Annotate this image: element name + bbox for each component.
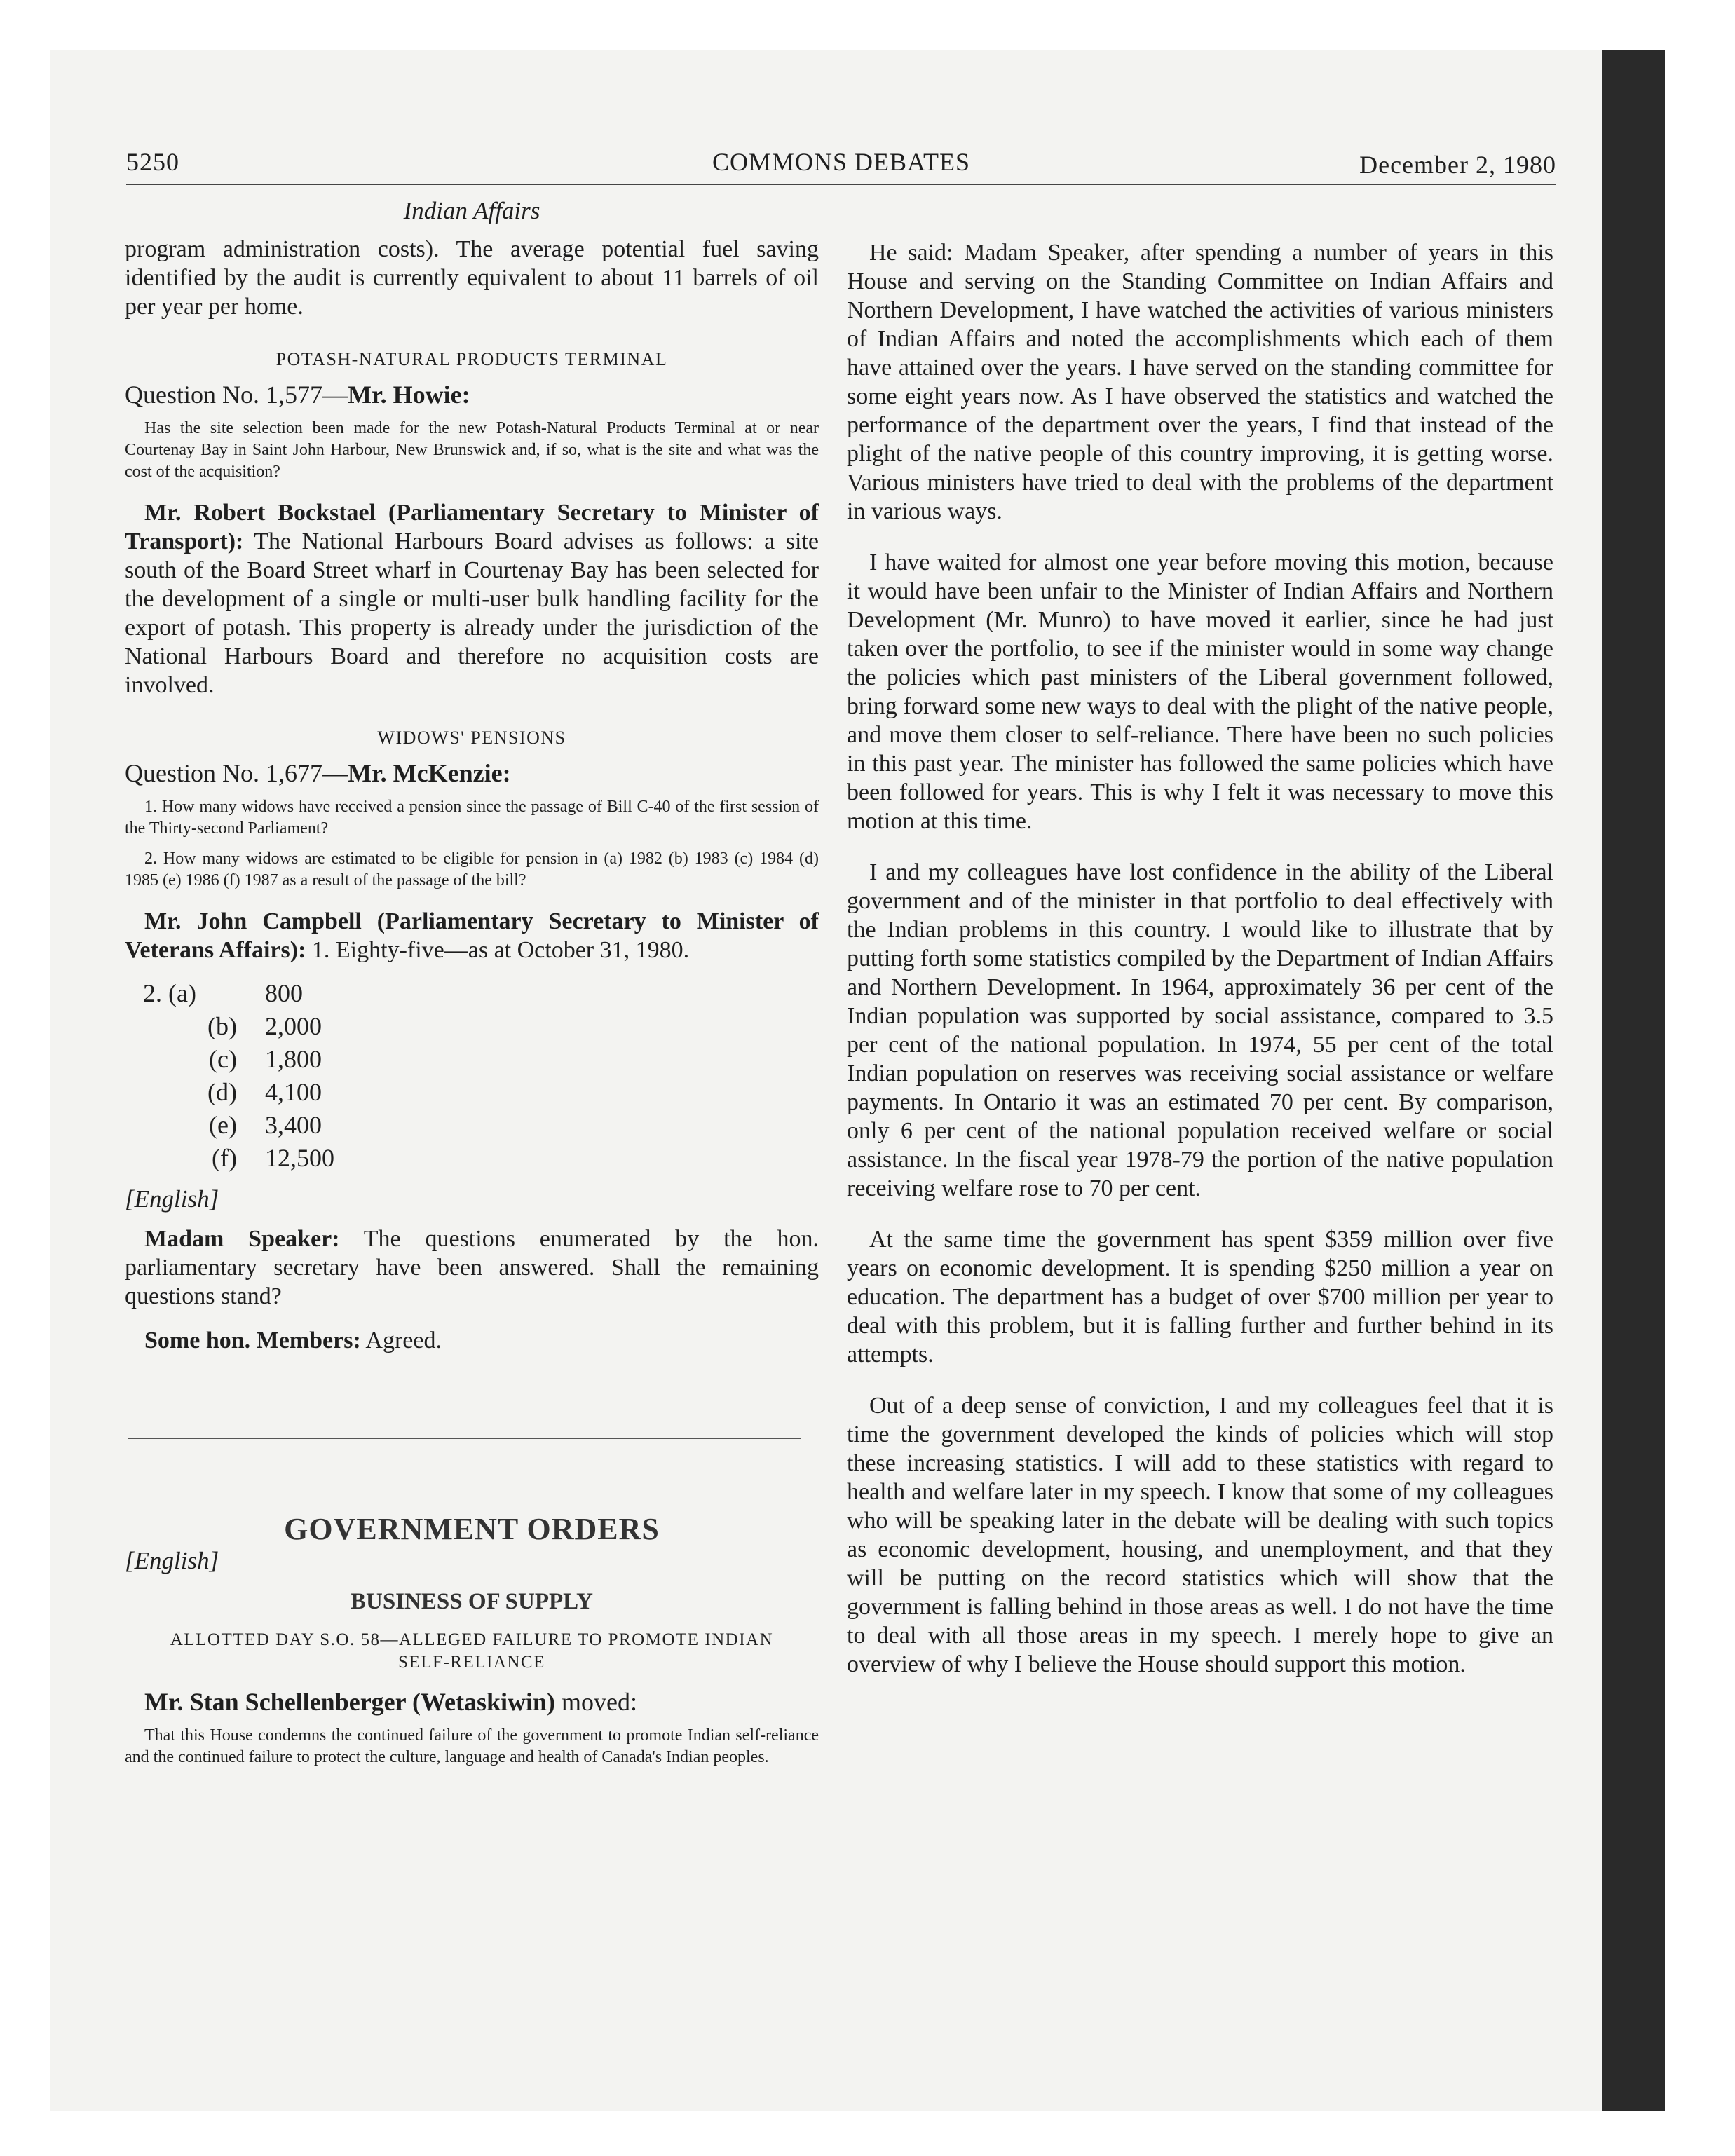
language-tag: [English] [125,1185,219,1213]
header-rule [126,184,1556,185]
publication-date: December 2, 1980 [1359,151,1556,179]
potash-answer-speaker: Mr. Robert Bockstael (Parliamentary Secretary to Minister of Transport): [125,500,819,554]
widows-question: Question No. 1,677—Mr. McKenzie: [125,759,511,787]
speech-paragraph: At the same time the government has spent $359 million over five years on economic development. It is spending $250 million a year on education. The department has a budget of over $700 million per year to deal with this problem, but it is falling further and further behind in its attempts. [847,1227,1553,1367]
page-edge-shadow [1602,50,1665,2111]
motion-mover: Mr. Stan Schellenberger (Wetaskiwin) moved: [144,1688,637,1716]
widows-question-2: 2. How many widows are estimated to be eligible for pension in (a) 1982 (b) 1983 (c) 1984 (d) 1985 (e) 1986 (f) 1987 as a result of the passage of the bill? [125,850,819,889]
widows-answer-speaker: Mr. John Campbell (Parliamentary Secretary to Minister of Veterans Affairs): [125,908,819,963]
motion-text: That this House condemns the continued failure of the government to promote Indian self-reliance and the continued failure to protect the culture, language and health of Canada's Indian peoples. [125,1726,819,1766]
page-header [126,147,1556,185]
page-number: 5250 [126,148,179,176]
speech-paragraph: Out of a deep sense of conviction, I and my colleagues feel that it is time the government developed the kinds of policies which will stop these increasing statistics. I will add to these statistics with regard to health and welfare later in my speech. I know that some of my colleagues who will be speaking later in the debate will be dealing with such topics as economic development, housing, and unemployment, and that they will be putting on the record statistics which will show that the government is falling behind in those areas as well. I do not have the time to deal with all those areas in my speech. I merely hope to give an overview of why I believe the House should support this motion. [847,1393,1553,1677]
estimate-row: (d) 4,100 [207,1078,322,1106]
speaker-remark: Madam Speaker: The questions enumerated by the hon. parliamentary secretary have been answered. Shall the remaining questions stand? [125,1226,819,1309]
speech-paragraph: He said: Madam Speaker, after spending a number of years in this House and serving on the Standing Committee on Indian Affairs and Northern Development, I have watched the activities of various ministers of Indian Affairs and noted the accomplishments which each of them have attained over the years. I have served on the standing committee for some eight years now. As I have observed the statistics and watched the performance of the department over the years, I find that instead of the plight of the native people of this country improving, it is getting worse. Various ministers have tried to deal with the problems of the department in various ways. [847,240,1553,524]
intro-paragraph: program administration costs). The average potential fuel saving identified by the audit is currently equivalent to about 11 barrels of oil per year per home. [125,236,819,320]
potash-answer: Mr. Robert Bockstael (Parliamentary Secretary to Minister of Transport): The National Harbours Board advises as follows: a site south of the Board Street wharf in Courtenay Bay has been selected for the development of a single or multi-user bulk handling facility for the export of potash. This property is already under the jurisdiction of the National Harbours Board and therefore no acquisition costs are involved. [125,500,819,698]
government-orders-heading: GOVERNMENT ORDERS [284,1512,660,1546]
estimate-row: 2. (a) 800 [143,979,303,1007]
members-remark: Some hon. Members: Agreed. [144,1328,442,1353]
potash-question: Question No. 1,577—Mr. Howie: [125,381,470,409]
language-tag: [English] [125,1547,219,1574]
estimate-row: (e) 3,400 [209,1111,322,1139]
widows-question-1: 1. How many widows have received a pension since the passage of Bill C-40 of the first session of the Thirty-second Parliament? [125,798,819,838]
widows-answer: Mr. John Campbell (Parliamentary Secretary to Minister of Veterans Affairs): 1. Eighty-five—as at October 31, 1980. [125,908,819,963]
right-column [847,238,1553,1679]
allotted-day-heading: ALLOTTED DAY S.O. 58—ALLEGED FAILURE TO PROMOTE INDIAN SELF-RELIANCE [170,1630,774,1672]
widows-estimates [143,977,819,1175]
widows-heading: WIDOWS' PENSIONS [377,728,566,748]
potash-heading: POTASH-NATURAL PRODUCTS TERMINAL [275,349,668,369]
estimate-row: (f) 12,500 [212,1144,334,1172]
estimate-row: (b) 2,000 [207,1012,322,1040]
potash-question-text: Has the site selection been made for the new Potash-Natural Products Terminal at or near Courtenay Bay in Saint John Harbour, New Brunswick and, if so, what is the site and what was the cost of the acquisition? [125,419,819,481]
business-heading: BUSINESS OF SUPPLY [350,1589,593,1614]
speech-paragraph: I have waited for almost one year before moving this motion, because it would have been unfair to the Minister of Indian Affairs and Northern Development (Mr. Munro) to have moved it earlier, since he had just taken over the portfolio, to see if the minister would in some way change the policies which past ministers of the Liberal government followed, bring forward some new ways to deal with the plight of the native people, and move them closer to self-reliance. There have been no such policies in this past year. The minister has followed the same policies which have been followed for years. This is why I felt it was necessary to move this motion at this time. [847,550,1553,834]
speech-paragraph: I and my colleagues have lost confidence in the ability of the Liberal government and of the minister in that portfolio to deal effectively with the Indian problems in this country. I would like to illustrate that by putting forth some statistics compiled by the Department of Indian Affairs and Northern Development. In 1964, approximately 36 per cent of the Indian population was supported by social assistance, compared to 3.5 per cent of the national population. In 1974, 55 per cent of the total Indian population on reserves was receiving social assistance or welfare payments. In Ontario it was an estimated 70 per cent. By comparison, only 6 per cent of the national population received welfare or social assistance. In the fiscal year 1978-79 the portion of the native population receiving welfare rose to 70 per cent. [847,859,1553,1201]
publication-title: COMMONS DEBATES [712,148,971,176]
estimate-row: (c) 1,800 [209,1045,322,1073]
topic-heading: Indian Affairs [403,197,540,224]
left-column [125,196,819,1768]
section-rule [128,1438,801,1439]
